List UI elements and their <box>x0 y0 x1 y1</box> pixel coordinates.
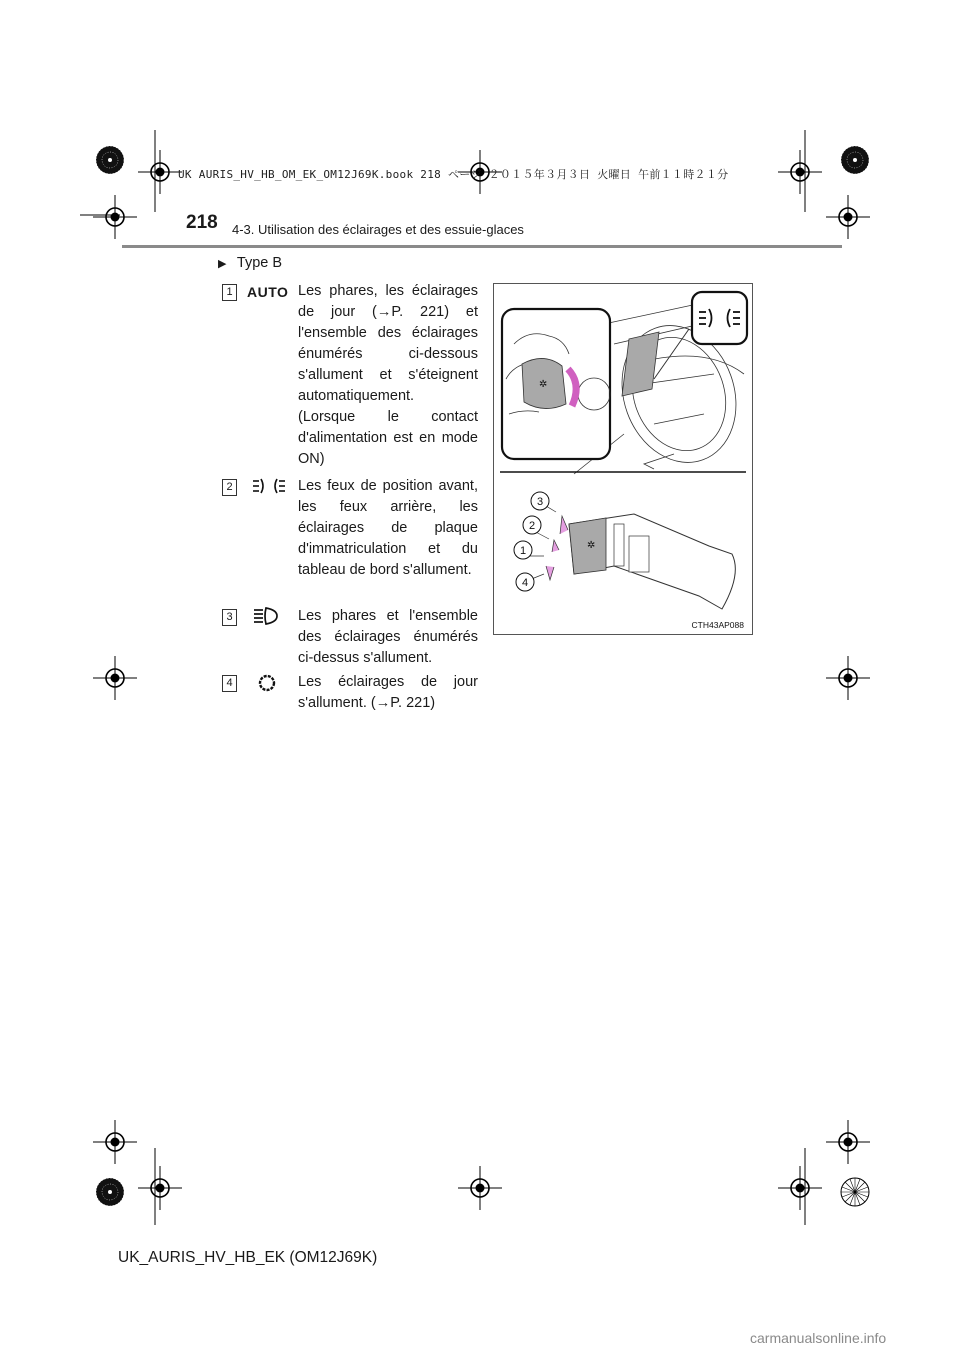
book-stamp: UK AURIS_HV_HB_OM_EK_OM12J69K.book 218 ページ ２０１５年３月３日 火曜日 午前１１時２１分 <box>178 168 729 181</box>
header-rule <box>122 245 842 248</box>
type-label-row <box>218 254 282 272</box>
figure-code: CTH43AP088 <box>691 620 744 630</box>
headlight-icon <box>253 606 279 626</box>
svg-text:✲: ✲ <box>587 540 596 551</box>
svg-text:✲: ✲ <box>539 379 548 390</box>
item-1-note: (Lorsque le contact d'alimentation est en mode ON) <box>298 409 478 467</box>
position-lights-icon <box>252 477 286 495</box>
triangle-bullet-icon: ▶ <box>218 258 227 270</box>
item-4-text: Les éclairages de jour s'allument. (→P. 221) <box>298 674 478 711</box>
callout-2: 2 <box>528 520 536 532</box>
light-switch-illustration <box>494 284 752 634</box>
item-2-text: Les feux de position avant, les feux arrière, les éclairages de plaque d'immatriculation et du tableau de bord s'allument. <box>298 478 478 578</box>
callout-4: 4 <box>521 577 529 589</box>
item-number-1: 1 <box>222 284 237 301</box>
page-number: 218 <box>186 212 218 233</box>
footer-code: UK_AURIS_HV_HB_EK (OM12J69K) <box>118 1249 378 1266</box>
section-title: 4-3. Utilisation des éclairages et des essuie-glaces <box>232 222 524 237</box>
type-label: Type B <box>236 255 283 271</box>
daytime-running-light-icon <box>256 672 278 694</box>
item-3-text: Les phares et l'ensemble des éclairages énumérés ci-dessus s'allument. <box>298 608 478 666</box>
item-number-2: 2 <box>222 479 237 496</box>
light-switch-figure <box>493 283 753 635</box>
callout-1: 1 <box>519 545 527 557</box>
callout-3: 3 <box>536 496 544 508</box>
auto-text-icon: AUTO <box>247 284 289 300</box>
item-number-3: 3 <box>222 609 237 626</box>
item-1-text: Les phares, les éclairages de jour (→P. 221) et l'ensemble des éclairages énumérés ci-dessous s'allument et s'éteignent automatiquement. <box>298 283 478 404</box>
watermark: carmanualsonline.info <box>750 1330 887 1346</box>
item-number-4: 4 <box>222 675 237 692</box>
